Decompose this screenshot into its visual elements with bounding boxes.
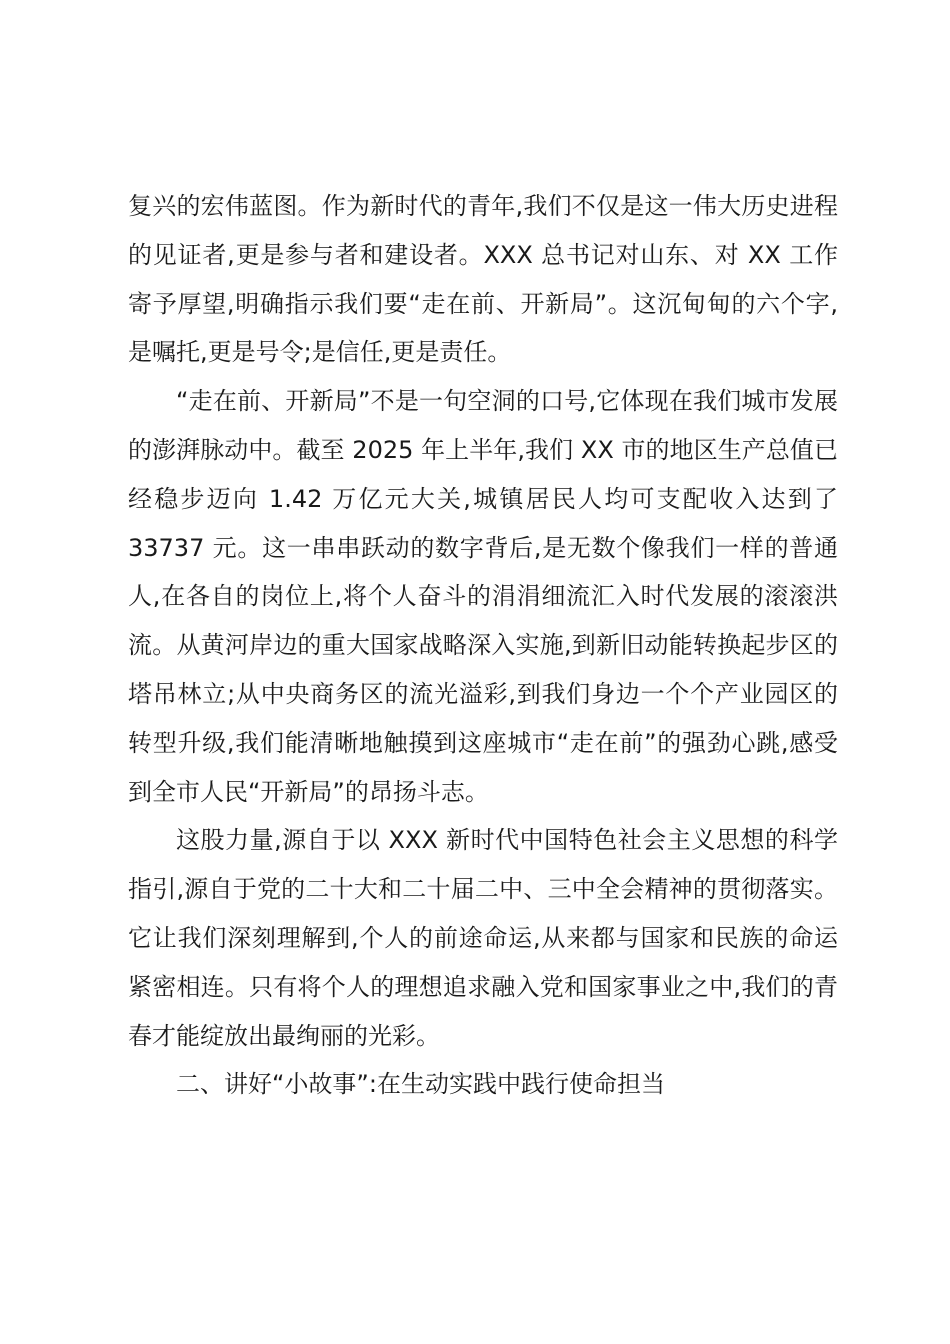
paragraph-walk-ahead: “走在前、开新局”不是一句空洞的口号,它体现在我们城市发展的澎湃脉动中。截至 2025 年上半年,我们 XX 市的地区生产总值已经稳步迈向 1.42 万亿元大关,城镇居民人均可支配收入达到了 33737 元。这一串串跃动的数字背后,是无数个像我们一样的普通人,在各自的岗位上,将个人奋斗的涓涓细流汇入时代发展的滚滚洪流。从黄河岸边的重大国家战略深入实施,到新旧动能转换起步区的塔吊林立;从中央商务区的流光溢彩,到我们身边一个个产业园区的转型升级,我们能清晰地触摸到这座城市“走在前”的强劲心跳,感受到全市人民“开新局”的昂扬斗志。: [128, 387, 838, 806]
section-heading: 二、讲好“小故事”:在生动实践中践行使命担当: [176, 1070, 665, 1099]
paragraph-source-of-strength: 这股力量,源自于以 XXX 新时代中国特色社会主义思想的科学指引,源自于党的二十大和二十届二中、三中全会精神的贯彻落实。它让我们深刻理解到,个人的前途命运,从来都与国家和民族的命运紧密相连。只有将个人的理想追求融入党和国家事业之中,我们的青春才能绽放出最绚丽的光彩。: [128, 826, 838, 1050]
document-body: [128, 182, 838, 1109]
paragraph-continuation: 复兴的宏伟蓝图。作为新时代的青年,我们不仅是这一伟大历史进程的见证者,更是参与者和建设者。XXX 总书记对山东、对 XX 工作寄予厚望,明确指示我们要“走在前、开新局”。这沉甸甸的六个字,是嘱托,更是号令;是信任,更是责任。: [128, 192, 838, 367]
